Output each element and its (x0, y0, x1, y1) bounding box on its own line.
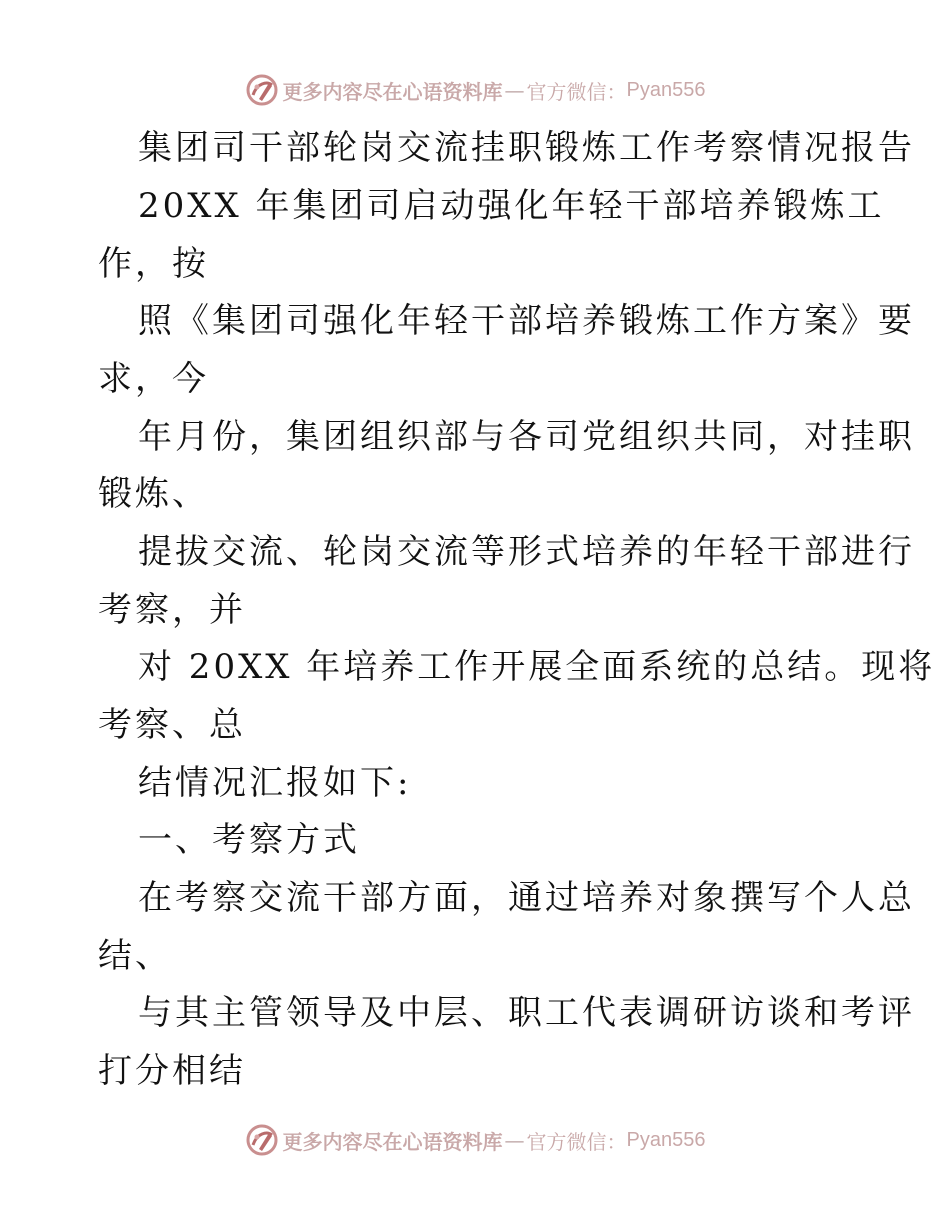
document-title: 集团司干部轮岗交流挂职锻炼工作考察情况报告 (138, 128, 915, 168)
text-line: 考察，并 (98, 590, 246, 630)
text-line: 求，今 (98, 359, 209, 399)
watermark-promo-text: 更多内容尽在心语资料库 (282, 1129, 503, 1154)
watermark-official-label: 官方微信： (526, 1129, 627, 1154)
header-watermark (0, 70, 950, 110)
watermark-official-label: 官方微信： (526, 79, 627, 104)
text-line: 作，按 (98, 244, 209, 284)
text-line: 结、 (98, 936, 172, 976)
watermark-promo-text: 更多内容尽在心语资料库 (282, 79, 503, 104)
text-line: 在考察交流干部方面，通过培养对象撰写个人总 (138, 878, 915, 918)
watermark-wechat-id: Pyan556 (626, 78, 706, 101)
text-line: 考察、总 (98, 705, 246, 745)
text-line: 结情况汇报如下: (138, 763, 412, 803)
watermark-separator: — (504, 1128, 525, 1152)
pen-swirl-logo-icon (245, 1123, 279, 1157)
text-line: 对 20XX 年培养工作开展全面系统的总结。现将 (138, 647, 936, 687)
pen-swirl-logo-icon (245, 73, 279, 107)
text-line: 锻炼、 (98, 474, 209, 514)
text-line: 20XX 年集团司启动强化年轻干部培养锻炼工 (138, 186, 885, 226)
text-line: 打分相结 (98, 1051, 246, 1091)
watermark-separator: — (504, 78, 525, 102)
section-heading: 一、考察方式 (138, 820, 360, 860)
watermark-wechat-id: Pyan556 (626, 1128, 706, 1151)
text-line: 年月份，集团组织部与各司党组织共同，对挂职 (138, 417, 915, 457)
text-line: 与其主管领导及中层、职工代表调研访谈和考评 (138, 993, 915, 1033)
footer-watermark (0, 1120, 950, 1160)
text-line: 照《集团司强化年轻干部培养锻炼工作方案》要 (138, 301, 915, 341)
text-line: 提拔交流、轮岗交流等形式培养的年轻干部进行 (138, 532, 915, 572)
